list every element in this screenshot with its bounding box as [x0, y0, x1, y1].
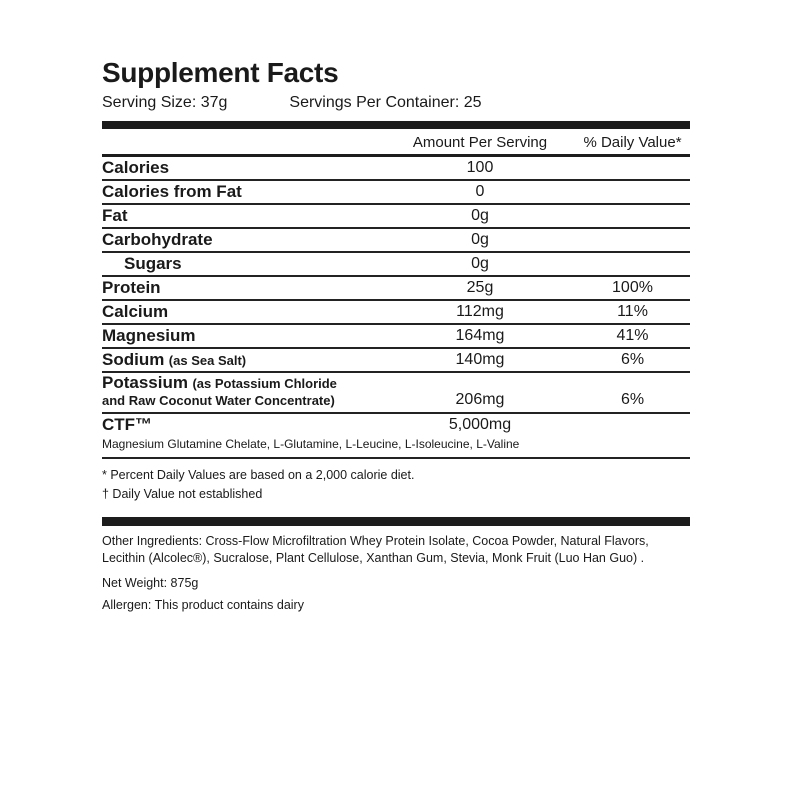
nutrient-label [102, 374, 385, 409]
amount-value: 206mg [455, 391, 505, 408]
nutrient-name: Sodium [102, 350, 165, 369]
nutrient-name: Potassium [102, 373, 188, 392]
amount-value: 0 [475, 183, 485, 200]
panel-title: Supplement Facts [102, 57, 339, 88]
row-ctf-group [102, 414, 690, 459]
allergen-statement: Allergen: This product contains dairy [102, 598, 304, 612]
footnote-daily-values: * Percent Daily Values are based on a 2,000 calorie diet. [102, 468, 415, 482]
row-ctf [102, 414, 690, 436]
ctf-blend-ingredients: Magnesium Glutamine Chelate, L-Glutamine, L-Leucine, L-Isoleucine, L-Valine [102, 437, 520, 451]
amount-value: 5,000mg [448, 416, 512, 433]
nutrient-name: Calories from Fat [102, 182, 242, 201]
row-fat [102, 205, 690, 229]
row-magnesium [102, 325, 690, 349]
row-carbohydrate [102, 229, 690, 253]
footnote-not-established: † Daily Value not established [102, 487, 263, 501]
serving-info [102, 93, 690, 112]
row-calories [102, 157, 690, 181]
amount-value: 100 [466, 159, 494, 176]
row-protein [102, 277, 690, 301]
nutrient-source-note-line2: and Raw Coconut Water Concentrate) [102, 393, 335, 408]
nutrient-label-line1 [102, 375, 337, 392]
nutrient-name: Magnesium [102, 326, 196, 345]
row-calcium [102, 301, 690, 325]
amount-value: 25g [466, 279, 494, 296]
footnotes [102, 459, 690, 510]
supplement-facts-panel [102, 57, 690, 613]
servings-per-container: Servings Per Container: 25 [289, 94, 482, 111]
amount-value: 0g [471, 231, 489, 248]
column-header-amount: Amount Per Serving [412, 134, 548, 151]
row-sodium [102, 349, 690, 373]
amount-value: 140mg [455, 351, 505, 368]
daily-value-percent: 6% [620, 351, 645, 368]
nutrient-name: Calories [102, 158, 170, 177]
divider-thick-top [102, 121, 690, 129]
row-potassium [102, 373, 690, 414]
nutrient-name: Protein [102, 278, 161, 297]
nutrient-label [102, 350, 385, 370]
nutrient-source-note: (as Potassium Chloride [192, 376, 337, 391]
serving-size: Serving Size: 37g [102, 94, 228, 111]
amount-value: 0g [471, 207, 489, 224]
row-sugars [102, 253, 690, 277]
amount-value: 112mg [456, 303, 504, 320]
daily-value-percent: 41% [616, 327, 649, 344]
nutrient-name: Carbohydrate [102, 230, 213, 249]
nutrient-name: Fat [102, 206, 128, 225]
row-calories-from-fat [102, 181, 690, 205]
nutrient-name: CTF™ [102, 415, 153, 434]
nutrient-source-note: (as Sea Salt) [168, 353, 247, 368]
nutrient-name: Calcium [102, 302, 169, 321]
amount-value: 0g [471, 255, 489, 272]
daily-value-percent: 100% [612, 279, 653, 296]
net-weight: Net Weight: 875g [102, 576, 199, 590]
column-header-daily-value: % Daily Value* [583, 134, 682, 151]
column-header-row [102, 129, 690, 157]
divider-thick-bottom [102, 517, 690, 526]
daily-value-percent: 11% [617, 303, 648, 320]
amount-value: 164mg [455, 327, 505, 344]
daily-value-percent: 6% [620, 391, 645, 408]
other-ingredients: Other Ingredients: Cross-Flow Microfiltration Whey Protein Isolate, Cocoa Powder, Natural Flavors, Lecithin (Alcolec®), Sucralose, Plant Cellulose, Xanthan Gum, Stevia, Monk Fruit (Luo Han Guo) . [102, 534, 649, 565]
nutrient-name: Sugars [124, 254, 182, 273]
